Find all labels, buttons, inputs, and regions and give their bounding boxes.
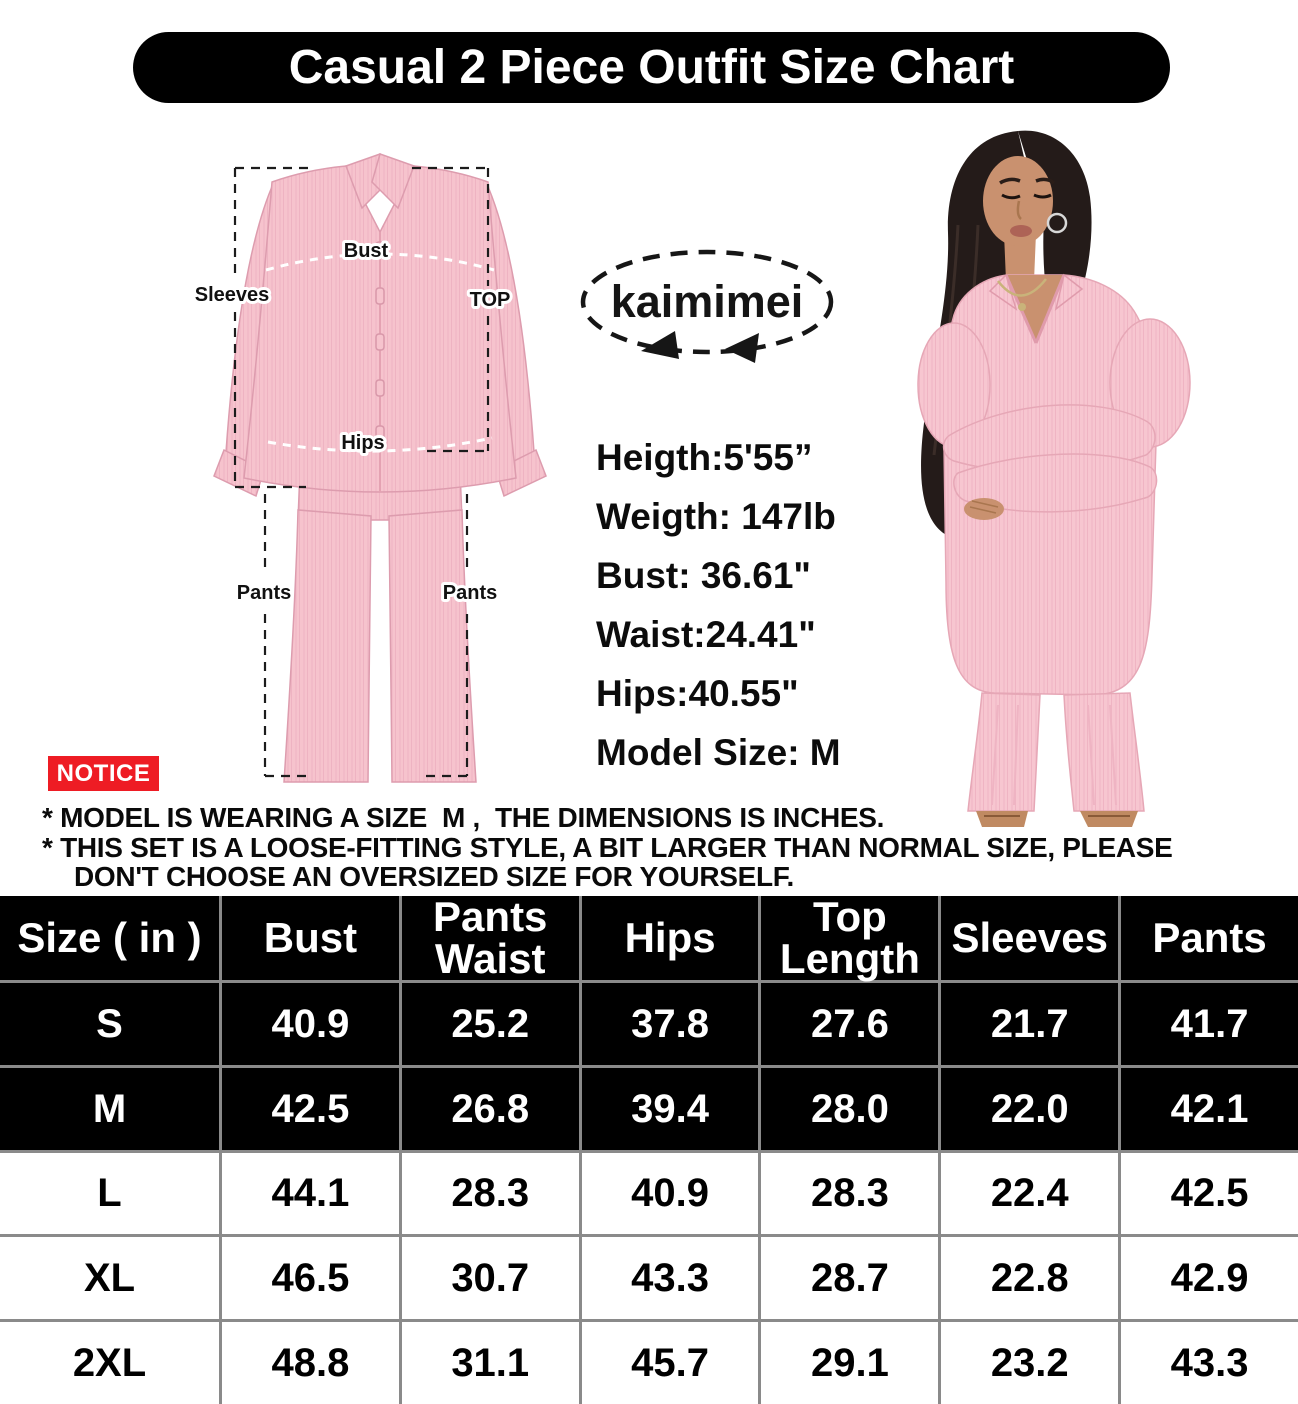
notice-badge-label: NOTICE bbox=[56, 759, 151, 787]
stat-model-size: Model Size: M bbox=[596, 731, 841, 773]
table-cell: 40.9 bbox=[222, 983, 399, 1065]
model-stats bbox=[596, 428, 841, 782]
table-cell: 45.7 bbox=[582, 1322, 759, 1404]
model-shirt bbox=[918, 275, 1190, 695]
col-header-hips bbox=[582, 896, 759, 980]
model-pants bbox=[968, 693, 1144, 811]
header-line: Pants bbox=[1152, 914, 1267, 961]
notice-line-1: * MODEL IS WEARING A SIZE M , THE DIMENSIONS IS INCHES. bbox=[42, 802, 885, 833]
table-cell: 28.3 bbox=[761, 1153, 938, 1235]
table-cell: 29.1 bbox=[761, 1322, 938, 1404]
col-header-pants bbox=[1121, 896, 1298, 980]
row-label-l: L bbox=[0, 1153, 219, 1235]
col-header-bust bbox=[222, 896, 399, 980]
row-label-2xl: 2XL bbox=[0, 1322, 219, 1404]
header-line: Hips bbox=[624, 914, 716, 961]
logo-arrow-right bbox=[725, 333, 759, 363]
table-cell: 41.7 bbox=[1121, 983, 1298, 1065]
table-cell: 44.1 bbox=[222, 1153, 399, 1235]
table-cell: 25.2 bbox=[402, 983, 579, 1065]
size-table bbox=[0, 893, 1298, 1404]
notice-badge bbox=[48, 756, 159, 791]
row-label-s: S bbox=[0, 983, 219, 1065]
model-feet bbox=[976, 811, 1138, 827]
stat-hips: Hips:40.55" bbox=[596, 672, 799, 714]
diagram-label-sleeves: Sleeves bbox=[194, 284, 270, 306]
stat-height: Heigth:5'55” bbox=[596, 436, 813, 478]
table-cell: 42.5 bbox=[222, 1068, 399, 1150]
table-cell: 42.9 bbox=[1121, 1237, 1298, 1319]
table-cell: 27.6 bbox=[761, 983, 938, 1065]
model-photo bbox=[858, 105, 1298, 835]
notice-line-3: DON'T CHOOSE AN OVERSIZED SIZE FOR YOURSELF. bbox=[74, 861, 794, 892]
diagram-label-bust: Bust bbox=[343, 240, 389, 262]
page-title: Casual 2 Piece Outfit Size Chart bbox=[288, 41, 1015, 94]
table-cell: 40.9 bbox=[582, 1153, 759, 1235]
row-label-m: M bbox=[0, 1068, 219, 1150]
table-cell: 26.8 bbox=[402, 1068, 579, 1150]
table-cell: 42.1 bbox=[1121, 1068, 1298, 1150]
brand-logo bbox=[577, 245, 839, 365]
stat-bust: Bust: 36.61" bbox=[596, 554, 811, 596]
table-cell: 42.5 bbox=[1121, 1153, 1298, 1235]
table-cell: 43.3 bbox=[582, 1237, 759, 1319]
brand-name: kaimimei bbox=[610, 276, 804, 327]
table-cell: 28.7 bbox=[761, 1237, 938, 1319]
header-line: Bust bbox=[263, 914, 358, 961]
diagram-label-pants-left: Pants bbox=[236, 582, 292, 604]
notice-line-2: * THIS SET IS A LOOSE-FITTING STYLE, A BIT LARGER THAN NORMAL SIZE, PLEASE bbox=[42, 832, 1173, 863]
table-cell: 46.5 bbox=[222, 1237, 399, 1319]
stat-weight: Weigth: 147lb bbox=[596, 495, 836, 537]
table-cell: 22.4 bbox=[941, 1153, 1118, 1235]
header-line: Sleeves bbox=[951, 914, 1108, 961]
table-cell: 39.4 bbox=[582, 1068, 759, 1150]
garment-diagram bbox=[150, 120, 580, 840]
table-cell: 30.7 bbox=[402, 1237, 579, 1319]
row-label-xl: XL bbox=[0, 1237, 219, 1319]
table-cell: 37.8 bbox=[582, 983, 759, 1065]
table-cell: 43.3 bbox=[1121, 1322, 1298, 1404]
col-header-top-length bbox=[761, 893, 938, 982]
diagram-label-top: TOP bbox=[469, 289, 511, 311]
header-line: Pants bbox=[433, 893, 548, 940]
diagram-label-hips: Hips bbox=[341, 432, 385, 454]
diagram-label-pants-right: Pants bbox=[442, 582, 498, 604]
table-cell: 31.1 bbox=[402, 1322, 579, 1404]
col-header-size bbox=[0, 896, 219, 980]
pants-sketch bbox=[284, 470, 476, 782]
table-cell: 22.0 bbox=[941, 1068, 1118, 1150]
table-cell: 23.2 bbox=[941, 1322, 1118, 1404]
header-line: Waist bbox=[435, 935, 546, 982]
model-hand bbox=[964, 498, 1004, 520]
table-cell: 28.3 bbox=[402, 1153, 579, 1235]
col-header-sleeves bbox=[941, 896, 1118, 980]
col-header-pants-waist bbox=[402, 893, 579, 982]
table-cell: 48.8 bbox=[222, 1322, 399, 1404]
stat-waist: Waist:24.41" bbox=[596, 613, 816, 655]
title-banner bbox=[133, 32, 1170, 103]
table-cell: 22.8 bbox=[941, 1237, 1118, 1319]
header-line: Length bbox=[779, 935, 920, 982]
table-cell: 21.7 bbox=[941, 983, 1118, 1065]
header-line: Size ( in ) bbox=[17, 914, 202, 961]
header-line: Top bbox=[812, 893, 887, 940]
table-cell: 28.0 bbox=[761, 1068, 938, 1150]
